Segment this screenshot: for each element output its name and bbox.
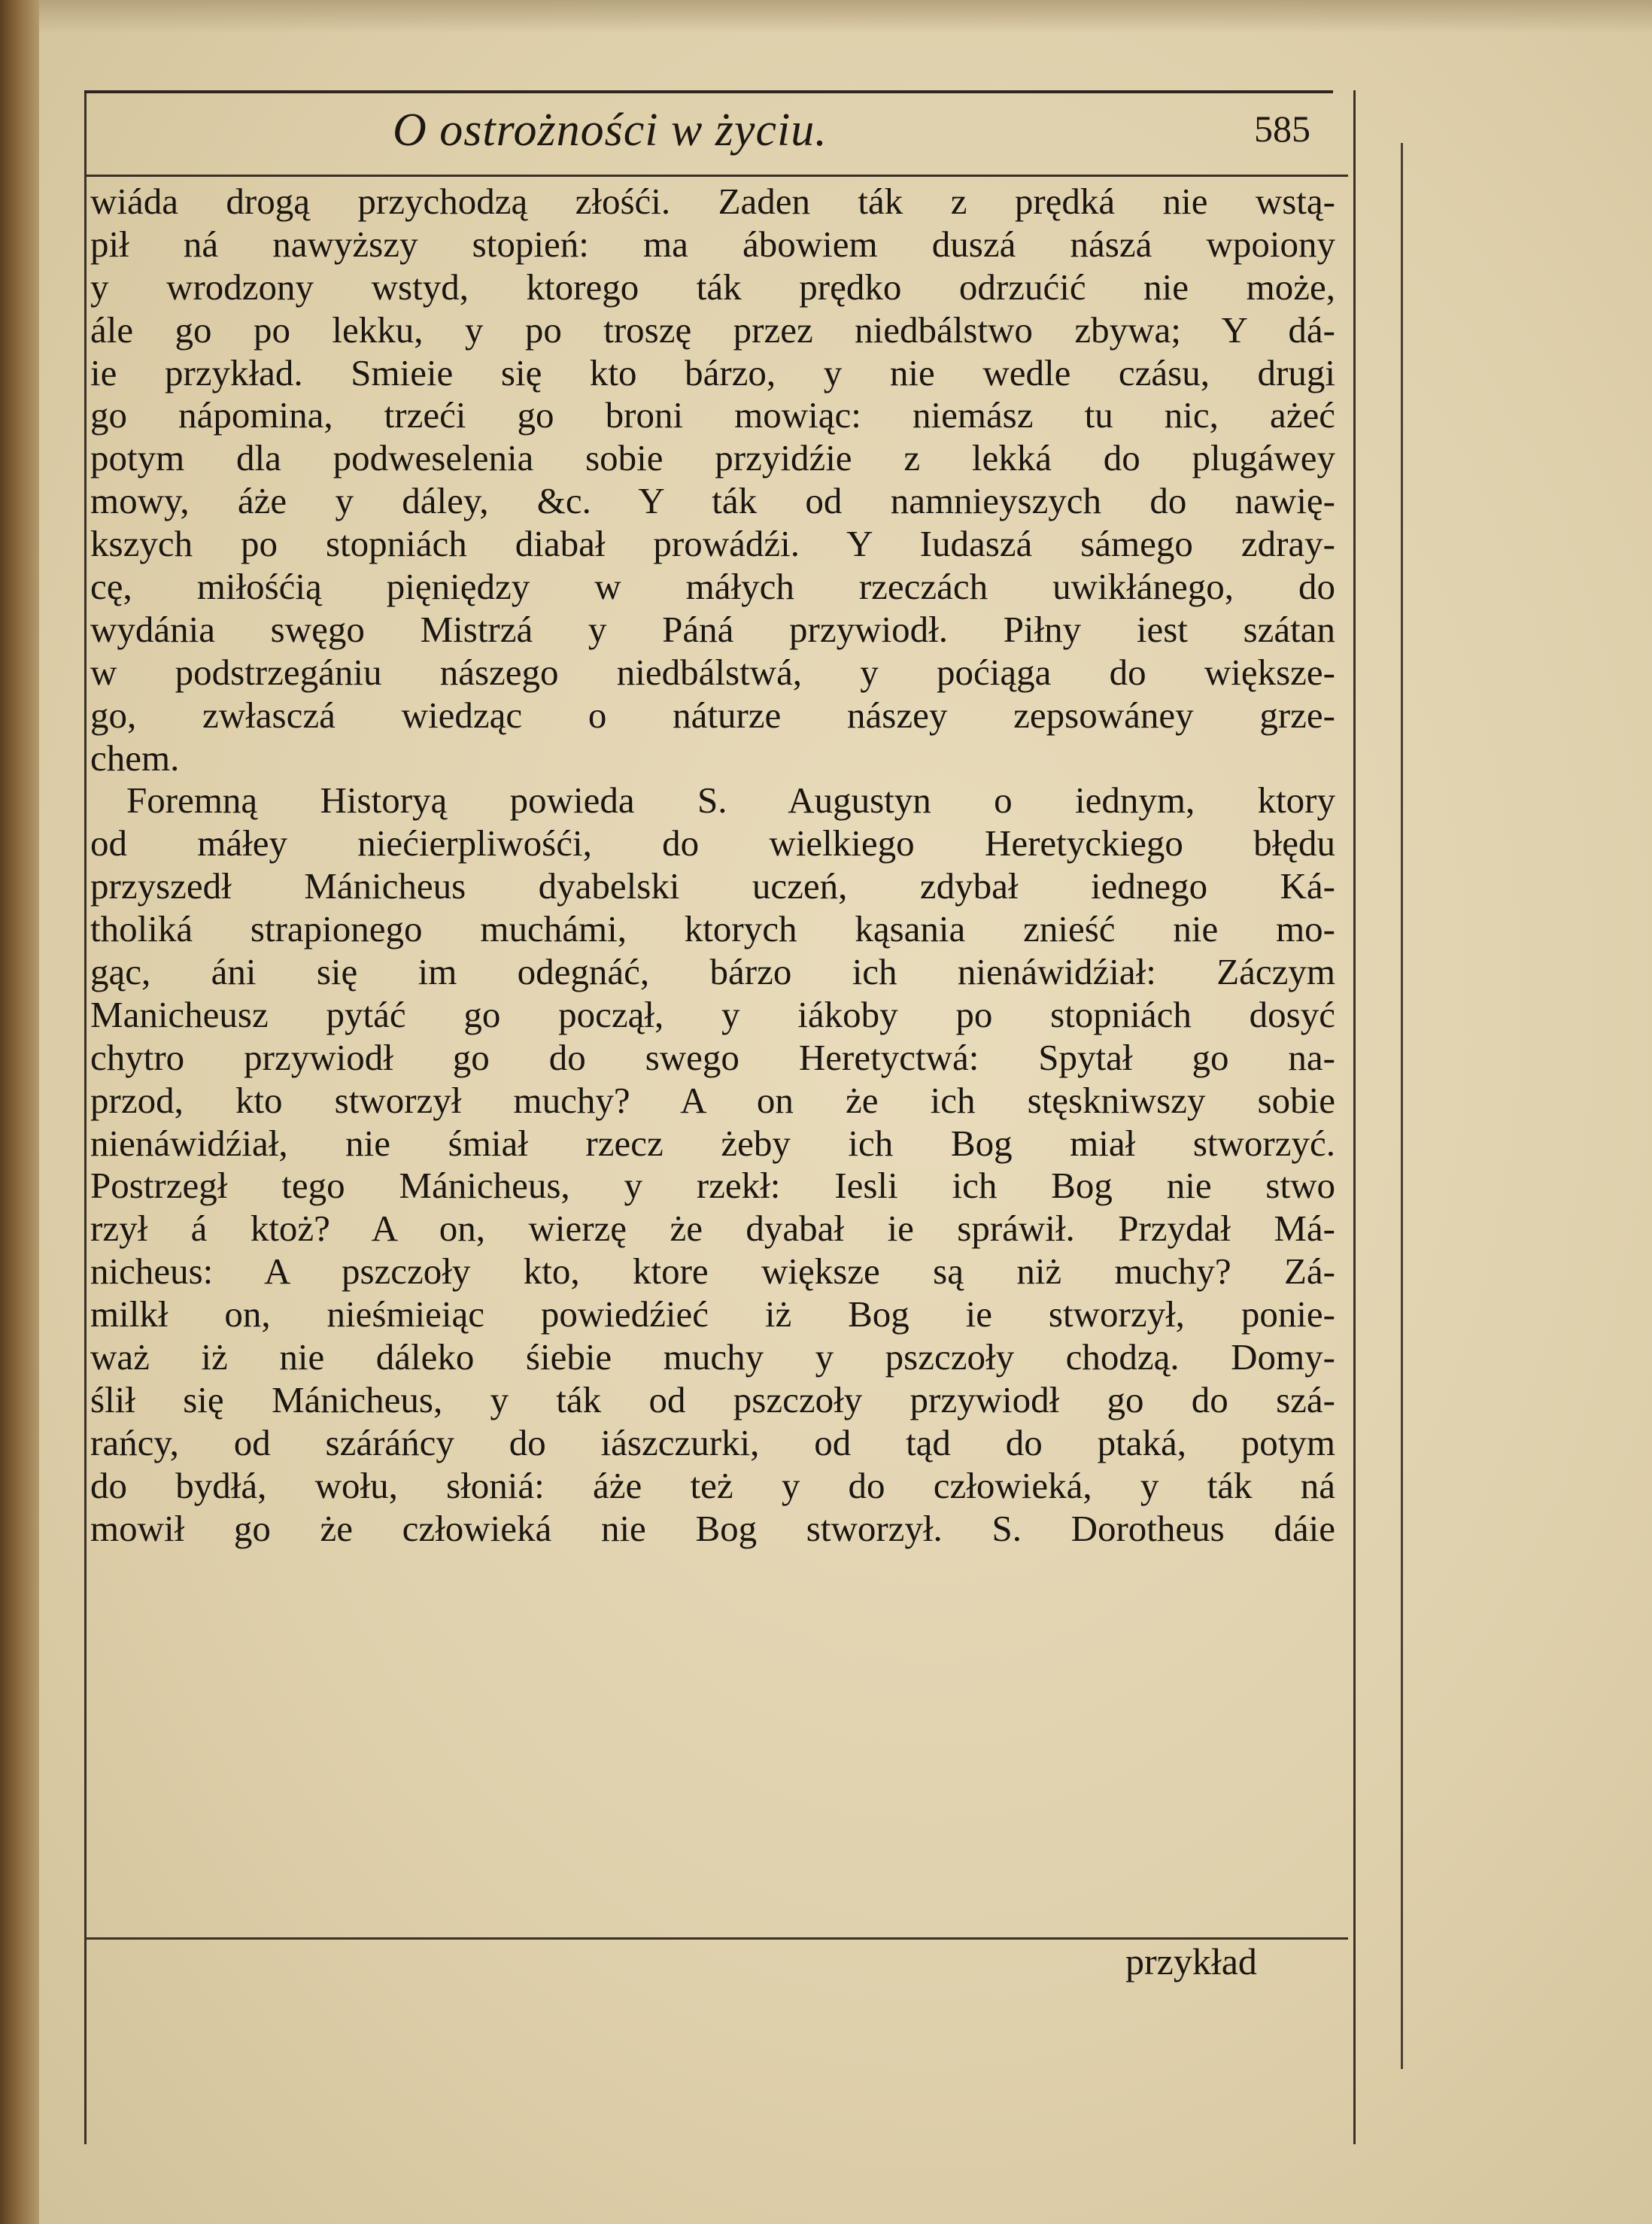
text-line: pił ná nawyższy stopień: ma ábowiem duszá nászá wpoiony	[90, 223, 1335, 265]
text-line: ślił się Mánicheus, y ták od pszczoły przywiodł go do szá-	[90, 1378, 1335, 1420]
text-line: rańcy, od száráńcy do iászczurki, od tąd do ptaká, potym	[90, 1421, 1335, 1463]
text-line: chem.	[90, 737, 180, 779]
header-rule	[84, 175, 1348, 177]
text-line: przyszedł Mánicheus dyabelski uczeń, zdybał iednego Ká-	[90, 865, 1335, 907]
text-line: wydánia swęgo Mistrzá y Páná przywiodł. Piłny iest szátan	[90, 608, 1335, 650]
text-line: potym dla podweselenia sobie przyidźie z lekká do plugáwey	[90, 437, 1335, 479]
text-line: przod, kto stworzył muchy? A on że ich stęskniwszy sobie	[90, 1079, 1335, 1121]
text-line: kszych po stopniách diabał prowádźi. Y Iudaszá sámego zdray-	[90, 523, 1335, 565]
running-head: O ostrożności w życiu.	[393, 105, 828, 156]
text-line: Manicheusz pytáć go począł, y iákoby po stopniách dosyć	[90, 993, 1335, 1035]
text-line: wiáda drogą przychodzą złośći. Zaden ták z prędká nie wstą-	[90, 181, 1335, 222]
paragraph-2	[90, 779, 1335, 1550]
text-line: Postrzegł tego Mánicheus, y rzekł: Iesli ich Bog nie stwo	[90, 1165, 1335, 1207]
body-text	[90, 181, 1335, 1551]
text-line: gąc, áni się im odegnáć, bárzo ich nienáwidźiał: Záczym	[90, 951, 1335, 993]
text-line: go, zwłasczá wiedząc o náturze nászey zepsowáney grze-	[90, 694, 1335, 736]
text-line: milkł on, nieśmieiąc powiedźieć iż Bog ie stworzył, ponie-	[90, 1293, 1335, 1335]
text-line: rzył á ktoż? A on, wierzę że dyabał ie spráwił. Przydał Má-	[90, 1208, 1335, 1250]
text-line: Foremną Historyą powieda S. Augustyn o iednym, ktory	[126, 779, 1335, 822]
text-line: w podstrzegániu nászego niedbálstwá, y poćiąga do większe-	[90, 651, 1335, 693]
text-line: od máłey niećierpliwośći, do wielkiego Heretyckiego błędu	[90, 822, 1335, 864]
text-line: nienáwidźiał, nie śmiał rzecz żeby ich Bog miał stworzyć.	[90, 1122, 1335, 1164]
page-shadow	[39, 0, 1652, 33]
text-line: go nápomina, trzeći go broni mowiąc: niemász tu nic, ażeć	[90, 394, 1335, 436]
outer-frame-line	[1401, 143, 1403, 2069]
text-line: ie przykład. Smieie się kto bárzo, y nie wedle czásu, drugi	[90, 351, 1335, 393]
text-line: mowy, áże y dáley, &c. Y ták od namnieyszych do nawię-	[90, 480, 1335, 522]
page-number: 585	[1254, 108, 1310, 150]
top-rule	[84, 90, 1333, 93]
text-line: do bydłá, wołu, słoniá: áże też y do człowieká, y ták ná	[90, 1464, 1335, 1506]
text-line: tholiká strapionego muchámi, ktorych kąsania znieść nie mo-	[90, 908, 1335, 950]
catchword: przykład	[1125, 1940, 1257, 1982]
text-line: chytro przywiodł go do swego Heretyctwá: Spytał go na-	[90, 1036, 1335, 1078]
binding-edge	[0, 0, 39, 2224]
page-header	[84, 98, 1348, 173]
text-line: y wrodzony wstyd, ktorego ták prędko odrzućić nie może,	[90, 266, 1335, 308]
text-line: nicheus: A pszczoły kto, ktore większe są niż muchy? Zá-	[90, 1250, 1335, 1293]
text-line: ále go po lekku, y po troszę przez niedbálstwo zbywa; Y dá-	[90, 308, 1335, 351]
text-line: mowił go że człowieká nie Bog stworzył. S. Dorotheus dáie	[90, 1507, 1335, 1549]
text-line: cę, miłośćią pięniędzy w máłych rzeczách uwikłánego, do	[90, 566, 1335, 608]
paragraph-1	[90, 181, 1335, 779]
text-line: waż iż nie dáleko śiebie muchy y pszczoły chodzą. Domy-	[90, 1336, 1335, 1378]
